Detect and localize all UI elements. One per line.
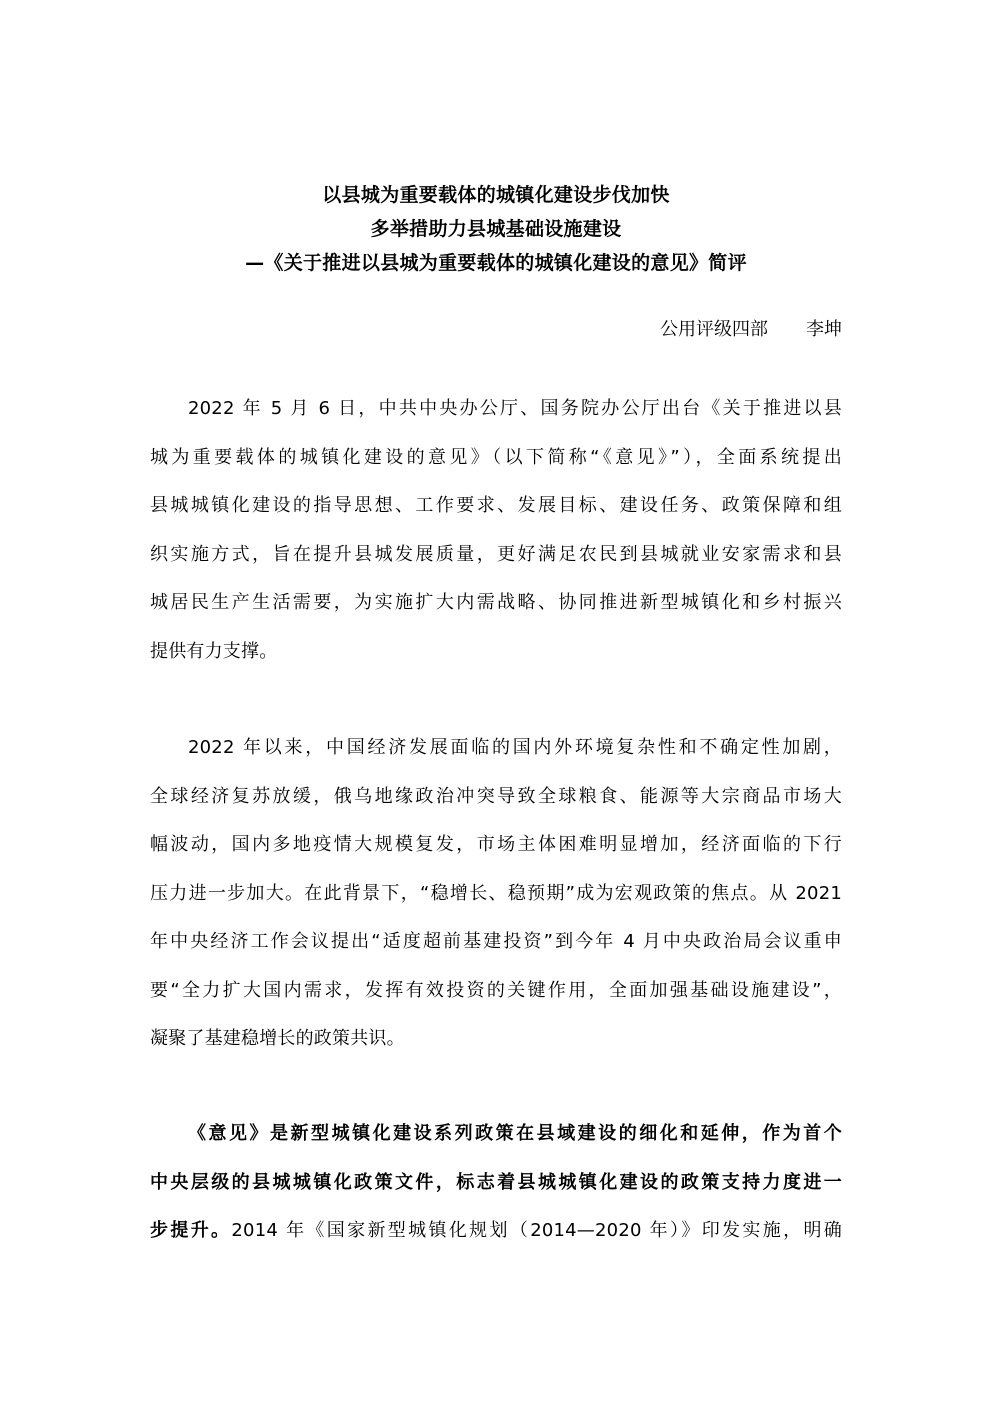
paragraph-line: 城居民生产生活需要，为实施扩大内需战略、协同推进新型城镇化和乡村振兴 xyxy=(150,592,842,613)
paragraph-line: 提供有力支撑。 xyxy=(150,640,278,662)
title-line-sub: 多举措助力县城基础设施建设 xyxy=(370,218,622,240)
paragraph-line: 《意见》是新型城镇化建设系列政策在县域建设的细化和延伸，作为首个 xyxy=(188,1123,842,1144)
paragraph-line: 织实施方式，旨在提升县城发展质量，更好满足农民到县城就业安家需求和县 xyxy=(150,543,842,565)
author-line xyxy=(660,314,842,346)
author-name: 李坤 xyxy=(806,319,842,340)
title-line-main: 以县城为重要载体的城镇化建设步伐加快 xyxy=(322,184,670,206)
paragraph-line: 县城城镇化建设的指导思想、工作要求、发展目标、建设任务、政策保障和组 xyxy=(150,495,842,516)
paragraph-3 xyxy=(150,1110,842,1256)
paragraph-line: 2022 年以来，中国经济发展面临的国内外环境复杂性和不确定性加剧， xyxy=(188,737,842,758)
paragraph-line: 2022 年 5 月 6 日，中共中央办公厅、国务院办公厅出台《关于推进以县 xyxy=(188,398,842,419)
paragraph-line: 要“全力扩大国内需求，发挥有效投资的关键作用，全面加强基础设施建设”， xyxy=(150,979,842,1001)
paragraph-1 xyxy=(150,385,842,676)
paragraph-2 xyxy=(150,724,842,1064)
paragraph-emphasis: 步提升。 xyxy=(150,1220,232,1241)
document-title xyxy=(150,178,842,280)
author-department: 公用评级四部 xyxy=(660,319,768,340)
paragraph-line: 全球经济复苏放缓，俄乌地缘政治冲突导致全球粮食、能源等大宗商品市场大 xyxy=(150,785,842,807)
paragraph-line: 凝聚了基建稳增长的政策共识。 xyxy=(150,1028,405,1049)
paragraph-line: 中央层级的县城城镇化政策文件，标志着县城城镇化建设的政策支持力度进一 xyxy=(150,1171,842,1193)
paragraph-line-mixed xyxy=(150,1207,842,1256)
paragraph-line: 城为重要载体的城镇化建设的意见》（以下简称“《意见》”），全面系统提出 xyxy=(150,446,842,468)
paragraph-line: 幅波动，国内多地疫情大规模复发，市场主体困难明显增加，经济面临的下行 xyxy=(150,834,842,855)
title-line-subtitle: —《关于推进以县城为重要载体的城镇化建设的意见》简评 xyxy=(245,252,747,274)
paragraph-text: 2014 年《国家新型城镇化规划（2014—2020 年）》印发实施，明确 xyxy=(231,1220,842,1241)
paragraph-line: 年中央经济工作会议提出“适度超前基建投资”到今年 4 月中央政治局会议重申 xyxy=(150,931,842,952)
paragraph-line: 压力进一步加大。在此背景下，“稳增长、稳预期”成为宏观政策的焦点。从 2021 xyxy=(150,882,842,904)
